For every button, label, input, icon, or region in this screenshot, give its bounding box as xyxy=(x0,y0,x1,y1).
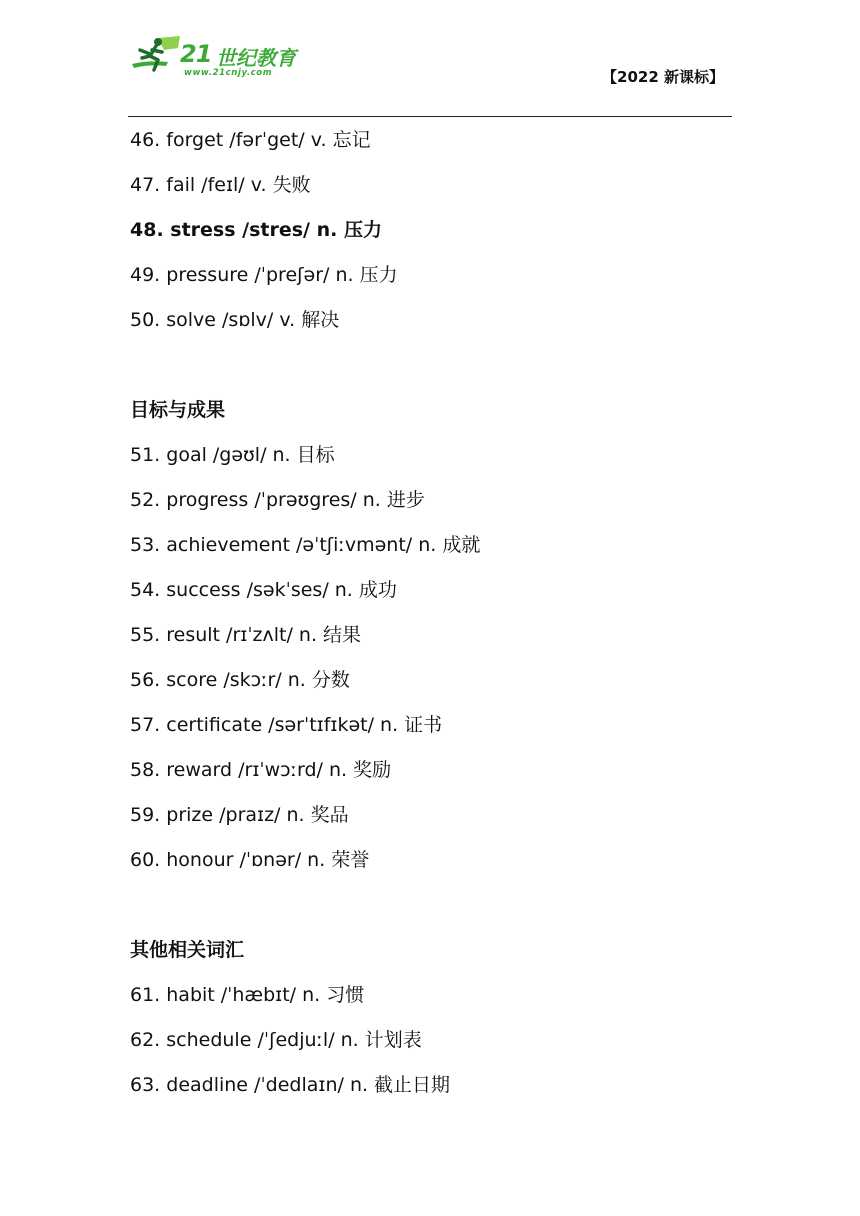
vocab-item-59: 59. prize /praɪz/ n. 奖品 xyxy=(130,804,349,826)
vocab-item-54: 54. success /səkˈses/ n. 成功 xyxy=(130,579,397,601)
vocab-item-51: 51. goal /gəʊl/ n. 目标 xyxy=(130,444,335,466)
vocab-item-55: 55. result /rɪˈzʌlt/ n. 结果 xyxy=(130,624,362,646)
vocab-item-49: 49. pressure /ˈpreʃər/ n. 压力 xyxy=(130,264,398,286)
section-spacer xyxy=(130,343,730,388)
vocab-item-52: 52. progress /ˈprəʊgres/ n. 进步 xyxy=(130,489,425,511)
runner-logo-icon xyxy=(128,34,184,78)
page-header xyxy=(0,0,860,118)
vocab-item-46: 46. forget /fərˈget/ v. 忘记 xyxy=(130,129,371,151)
vocabulary-list xyxy=(130,118,730,1108)
vocab-item-58: 58. reward /rɪˈwɔːrd/ n. 奖励 xyxy=(130,759,392,781)
logo-brand-name: 世纪教育 xyxy=(216,46,296,70)
logo-url: www.21cnjy.com xyxy=(184,68,273,78)
logo-number: 21 xyxy=(180,40,212,68)
vocab-item-57: 57. certificate /sərˈtɪfɪkət/ n. 证书 xyxy=(130,714,443,736)
vocab-item-61: 61. habit /ˈhæbɪt/ n. 习惯 xyxy=(130,984,365,1006)
vocab-item-50: 50. solve /sɒlv/ v. 解决 xyxy=(130,309,340,331)
vocab-item-48: 48. stress /stres/ n. 压力 xyxy=(130,219,382,241)
curriculum-tag: 【2022 新课标】 xyxy=(602,68,724,86)
vocab-item-60: 60. honour /ˈɒnər/ n. 荣誉 xyxy=(130,849,370,871)
vocab-item-62: 62. schedule /ˈʃedjuːl/ n. 计划表 xyxy=(130,1029,422,1051)
vocab-item-47: 47. fail /feɪl/ v. 失败 xyxy=(130,174,311,196)
section-heading-goals: 目标与成果 xyxy=(130,399,226,421)
vocab-item-56: 56. score /skɔːr/ n. 分数 xyxy=(130,669,350,691)
vocab-item-53: 53. achievement /əˈtʃiːvmənt/ n. 成就 xyxy=(130,534,481,556)
section-heading-other: 其他相关词汇 xyxy=(130,939,245,961)
brand-logo xyxy=(128,34,298,82)
section-spacer xyxy=(130,883,730,928)
vocab-item-63: 63. deadline /ˈdedlaɪn/ n. 截止日期 xyxy=(130,1074,451,1096)
header-divider xyxy=(128,116,732,117)
